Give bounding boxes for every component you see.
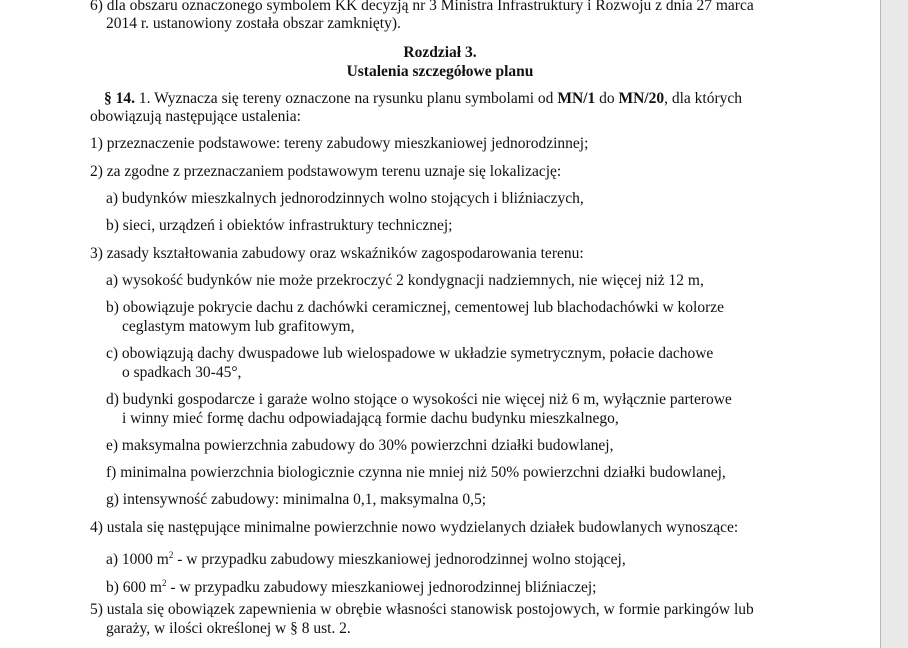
chapter-number: Rozdział 3. bbox=[403, 44, 477, 61]
viewer-background bbox=[881, 0, 908, 648]
section-intro-end: , dla których bbox=[664, 90, 743, 107]
superscript-2: 2 bbox=[168, 550, 174, 560]
section-sign: § 14. bbox=[104, 90, 135, 107]
item-6-text-cont: 2014 r. ustanowiony została obszar zamknięty). bbox=[106, 15, 401, 32]
superscript-2: 2 bbox=[161, 578, 167, 588]
section-intro-do: do bbox=[599, 90, 615, 107]
chapter-title: Ustalenia szczegółowe planu bbox=[346, 63, 534, 80]
symbol-from: MN/1 bbox=[557, 90, 596, 107]
section-intro-cont: obowiązują następujące ustalenia: bbox=[90, 108, 301, 125]
item-6-text: 6) dla obszaru oznaczonego symbolem KK decyzją nr 3 Ministra Infrastruktury i Rozwoju z dnia 27 marca bbox=[90, 0, 754, 14]
section-intro-text: 1. Wyznacza się tereny oznaczone na rysunku planu symbolami od bbox=[138, 90, 554, 107]
document-page: 6) dla obszaru oznaczonego symbolem KK decyzją nr 3 Ministra Infrastruktury i Rozwoju z dnia 27 marca 2014 r. ustanowiony została obszar zamknięty). Rozdział 3. Ustalenia szczegółowe planu § 14. 1. Wyznacza się tereny oznaczone na rysunku planu symbolami od MN/1 do MN/20, dla których obowiązują następujące ustalenia: 1) przeznaczenie podstawowe: tereny zabudowy mieszkaniowej jednorodzinnej; 2) za zgodne z przeznaczaniem podstawowym terenu uznaje się lokalizację: a) budynków mieszkalnych jednorodzinnych wolno stojących i bliźniaczych, b) sieci, urządzeń i obiektów infrastruktury technicznej; 3) zasady kształtowania zabudowy oraz wskaźników zagospodarowania terenu: a) wysokość budynków nie może przekroczyć 2 kondygnacji nadziemnych, nie więcej niż 12 m, b) obowiązuje pokrycie dachu z dachówki ceramicznej, cementowej lub blachodachówki w kolorze ceglastym matowym lub grafitowym, c) obowiązują dachy dwuspadowe lub wielospadowe w układzie symetrycznym, połacie dachowe o spadkach 30-45°, d) budynki gospodarcze i garaże wolno stojące o wysokości nie więcej niż 6 m, wyłącznie parterowe i winny mieć formę dachu odpowiadającą formie dachu budynku mieszkalnego, e) maksymalna powierzchnia zabudowy do 30% powierzchni działki budowlanej, f) minimalna powierzchnia biologicznie czynna nie mniej niż 50% powierzchni działki budowlanej, g) intensywność zabudowy: minimalna 0,1, maksymalna 0,5; 4) ustala się następujące minimalne powierzchnie nowo wydzielanych działek budowlanych wynoszące: a) 1000 $m^2$ - w przypadku zabudowy mieszkaniowej jednorodzinnej wolno stojącej, b) 600 $m^2$ - w przypadku zabudowy mieszkaniowej jednorodzinnej bliźniaczej; 5) ustala się obowiązek zapewnienia w obrębie własności stanowisk postojowych, w formie parkingów lub garaży, w ilości określonej w § 8 ust. 2. bbox=[0, 0, 881, 648]
symbol-to: MN/20 bbox=[618, 90, 665, 107]
